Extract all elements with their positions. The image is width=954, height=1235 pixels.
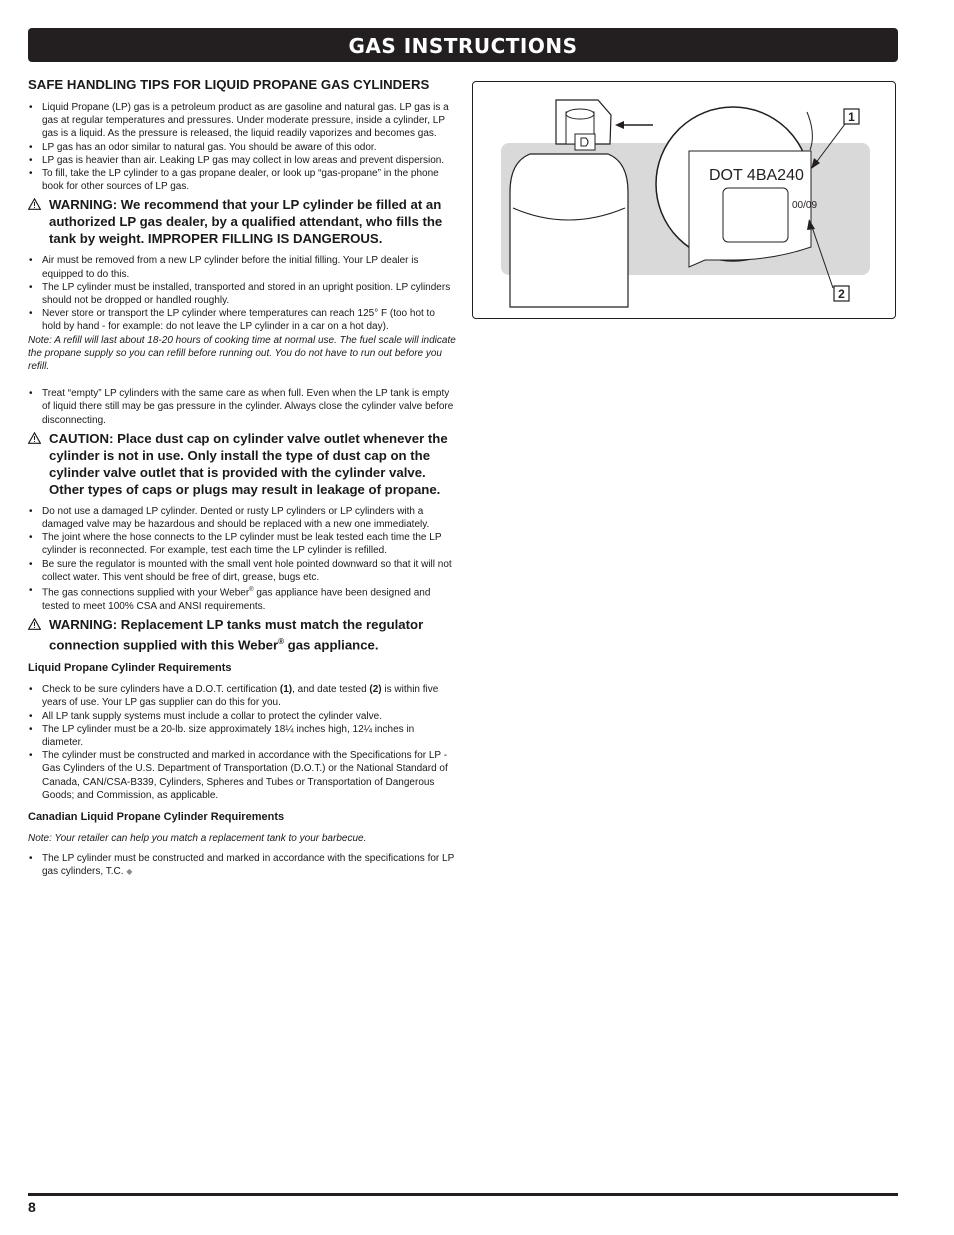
header-bar bbox=[28, 28, 898, 62]
handling-list-3 bbox=[28, 387, 456, 427]
list-item: • The joint where the hose connects to the LP cylinder must be leak tested each time the LP cylinder is reconnected. For example, test each time the LP cylinder is refilled. bbox=[28, 531, 456, 557]
valve-knob bbox=[566, 109, 594, 119]
list-item: • Never store or transport the LP cylinder where temperatures can reach 125° F (too hot to hold by hand - for example: do not leave the LP cylinder in a car on a hot day). bbox=[28, 307, 456, 333]
requirements-list bbox=[28, 683, 456, 802]
list-item: • The LP cylinder must be a 20-lb. size approximately 18¼ inches high, 12¼ inches in diameter. bbox=[28, 723, 456, 749]
requirements-title: Liquid Propane Cylinder Requirements bbox=[28, 662, 232, 675]
canada-requirements-title: Canadian Liquid Propane Cylinder Requirements bbox=[28, 811, 285, 824]
handling-list-2 bbox=[28, 254, 456, 333]
list-item: • LP gas is heavier than air. Leaking LP gas may collect in low areas and prevent dispersion. bbox=[28, 154, 456, 167]
list-item: • Liquid Propane (LP) gas is a petroleum product as are gasoline and natural gas. LP gas is a gas at regular temperatures and pressures. Under moderate pressure, inside a cylinder, LP gas is a liquid. As the pressure is released, the liquid readily vaporizes and becomes gas. bbox=[28, 101, 456, 141]
list-item: • Check to be sure cylinders have a D.O.T. certification (1), and date tested (2) is within five years of use. Your LP gas supplier can do this for you. bbox=[28, 683, 456, 709]
list-item: • Air must be removed from a new LP cylinder before the initial filling. Your LP dealer is equipped to do this. bbox=[28, 254, 456, 280]
list-item: • Treat “empty” LP cylinders with the same care as when full. Even when the LP tank is empty of liquid there still may be gas pressure in the cylinder. Always close the cylinder valve before disconnecting. bbox=[28, 387, 456, 427]
caution-block bbox=[28, 430, 456, 498]
dot-certification-label: DOT 4BA240 bbox=[709, 167, 804, 184]
cylinder-figure bbox=[472, 81, 896, 319]
list-item: • Be sure the regulator is mounted with the small vent hole pointed downward so that it will not collect water. This vent should be free of dirt, grease, bugs etc. bbox=[28, 558, 456, 584]
callout-2-number: 2 bbox=[838, 287, 845, 301]
valve-outlet bbox=[575, 134, 595, 150]
tank-body bbox=[510, 154, 628, 307]
end-mark-icon: ◆ bbox=[126, 867, 133, 877]
leader-arrow bbox=[615, 121, 624, 129]
list-item: • LP gas has an odor similar to natural gas. You should be aware of this odor. bbox=[28, 141, 456, 154]
content-column bbox=[28, 77, 456, 879]
section-title: SAFE HANDLING TIPS FOR LIQUID PROPANE GAS CYLINDERS bbox=[28, 77, 430, 92]
page-title: GAS INSTRUCTIONS bbox=[348, 34, 578, 58]
warning-triangle-icon bbox=[28, 198, 41, 210]
cylinder-illustration bbox=[473, 82, 896, 319]
warning-text: WARNING: We recommend that your LP cylinder be filled at an authorized LP gas dealer, by a qualified attendant, who fills the tank by weight. IMPROPER FILLING IS DANGEROUS. bbox=[49, 197, 443, 247]
caution-text: CAUTION: Place dust cap on cylinder valve outlet whenever the cylinder is not in use. Only install the type of dust cap on the cylinder valve outlet that is provided with the cylinder valve. Other types of caps or plugs may result in leakage of propane. bbox=[49, 430, 448, 497]
warning-text: WARNING: Replacement LP tanks must match the regulator connection supplied with this Weber bbox=[49, 616, 424, 653]
label-plate bbox=[723, 188, 788, 242]
warning-triangle-icon bbox=[28, 618, 41, 630]
canada-list bbox=[28, 852, 456, 878]
retailer-note: Note: Your retailer can help you match a replacement tank to your barbecue. bbox=[28, 833, 367, 845]
callout-1-number: 1 bbox=[848, 110, 855, 124]
refill-note: Note: A refill will last about 18-20 hours of cooking time at normal use. The fuel scale will indicate the propane supply so you can refill before running out. You do not have to run out before you refill. bbox=[28, 334, 456, 373]
list-item: • The LP cylinder must be installed, transported and stored in an upright position. LP cylinders should not be dropped or handled roughly. bbox=[28, 281, 456, 307]
page-number: 8 bbox=[28, 1199, 36, 1215]
list-item: • All LP tank supply systems must include a collar to protect the cylinder valve. bbox=[28, 710, 456, 723]
list-item: • The cylinder must be constructed and marked in accordance with the Specifications for LP - Gas Cylinders of the U.S. Department of Transportation (D.O.T.) or the National Standard of Canada, CAN/CSA-B339, Cylinders, Spheres and Tubes or Transportation of Dangerous Goods; and Commission, as applicable. bbox=[28, 749, 456, 802]
footer-rule bbox=[28, 1193, 898, 1196]
list-item: • The LP cylinder must be constructed and marked in accordance with the specifications for LP gas cylinders, T.C. ◆ bbox=[28, 852, 456, 878]
handling-list-1 bbox=[28, 101, 456, 193]
warning-triangle-icon bbox=[28, 432, 41, 444]
date-tested-label: 00/09 bbox=[792, 200, 818, 211]
handling-list-4 bbox=[28, 505, 456, 613]
list-item: • Do not use a damaged LP cylinder. Dented or rusty LP cylinders or LP cylinders with a damaged valve may be hazardous and should be replaced with a new one immediately. bbox=[28, 505, 456, 531]
list-item: • The gas connections supplied with your Weber® gas appliance have been designed and tested to meet 100% CSA and ANSI requirements. bbox=[28, 584, 456, 613]
list-item: • To fill, take the LP cylinder to a gas propane dealer, or look up “gas-propane” in the phone book for other sources of LP gas. bbox=[28, 167, 456, 193]
warning-block-1 bbox=[28, 196, 456, 247]
warning-block-2: WARNING: Replacement LP tanks must match the regulator connection supplied with this Weber® gas appliance. bbox=[28, 616, 456, 653]
